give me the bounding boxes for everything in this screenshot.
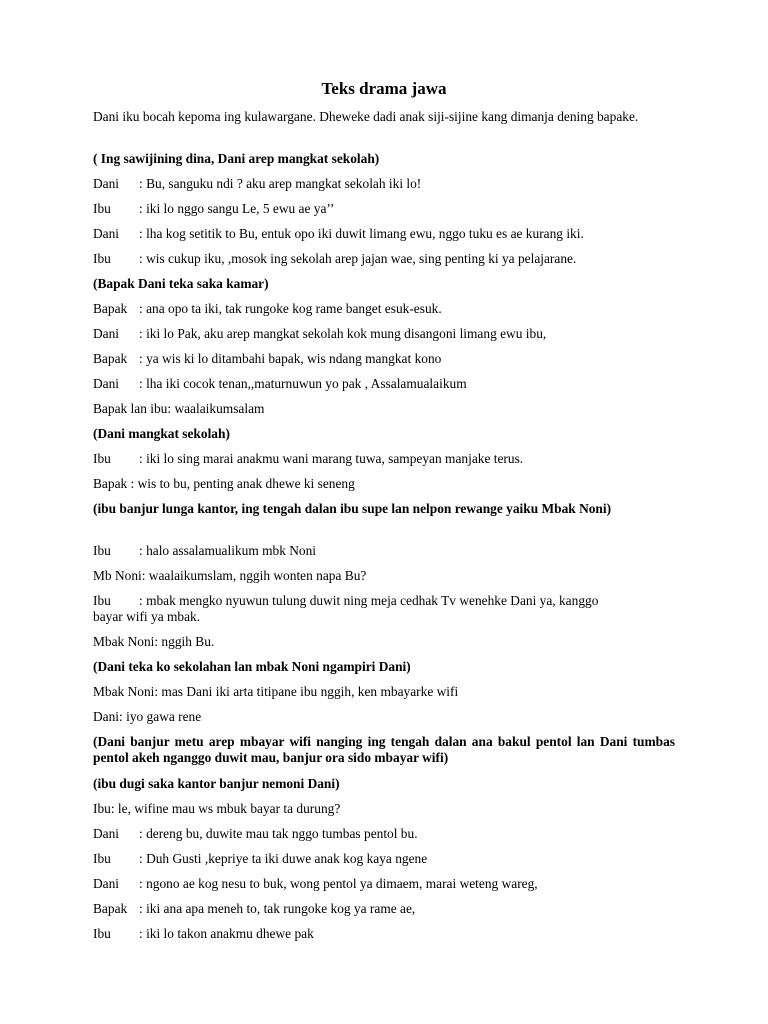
speaker-name: Ibu: [93, 451, 111, 466]
dialogue-line: [93, 301, 675, 317]
speaker-name: Dani: [93, 876, 120, 891]
dialogue-line: Ibu: le, wifine mau ws mbuk bayar ta durung?: [93, 801, 341, 816]
document-title: Teks drama jawa: [321, 79, 447, 98]
dialogue-line: [93, 201, 675, 217]
speaker-name: Ibu: [93, 926, 111, 941]
dialogue-text: : lha kog setitik to Bu, entuk opo iki duwit limang ewu, nggo tuku es ae kurang iki.: [139, 226, 584, 241]
dialogue-text: : ngono ae kog nesu to buk, wong pentol ya dimaem, marai weteng wareg,: [139, 876, 538, 891]
dialogue-line: Mbak Noni: nggih Bu.: [93, 634, 215, 649]
dialogue-text: : iki lo Pak, aku arep mangkat sekolah kok mung disangoni limang ewu ibu,: [139, 326, 547, 341]
speaker-name: Dani: [93, 326, 120, 341]
dialogue-line: Mbak Noni: mas Dani iki arta titipane ibu nggih, ken mbayarke wifi: [93, 684, 459, 699]
dialogue-text: : wis cukup iku, ,mosok ing sekolah arep jajan wae, sing penting ki ya pelajarane.: [139, 251, 577, 266]
dialogue-line: [93, 543, 675, 559]
dialogue-text: : lha iki cocok tenan,,maturnuwun yo pak , Assalamualaikum: [139, 376, 467, 391]
stage-direction: (Dani mangkat sekolah): [93, 426, 230, 441]
dialogue-line: [93, 876, 675, 892]
stage-direction: ( Ing sawijining dina, Dani arep mangkat sekolah): [93, 151, 380, 166]
stage-direction: (ibu banjur lunga kantor, ing tengah dalan ibu supe lan nelpon rewange yaiku Mbak Noni): [93, 501, 612, 516]
intro-paragraph: Dani iku bocah kepoma ing kulawargane. Dheweke dadi anak siji-sijine kang dimanja dening bapake.: [93, 109, 639, 124]
dialogue-continuation: bayar wifi ya mbak.: [93, 609, 201, 624]
speaker-name: Dani: [93, 826, 120, 841]
dialogue-line: [93, 376, 675, 392]
dialogue-line: Bapak lan ibu: waalaikumsalam: [93, 401, 265, 416]
speaker-name: Dani: [93, 176, 120, 191]
dialogue-line: [93, 176, 675, 192]
dialogue-line: [93, 451, 675, 467]
dialogue-text: : iki ana apa meneh to, tak rungoke kog ya rame ae,: [139, 901, 416, 916]
dialogue-text: : iki lo sing marai anakmu wani marang tuwa, sampeyan manjake terus.: [139, 451, 524, 466]
speaker-name: Bapak: [93, 901, 128, 916]
speaker-name: Ibu: [93, 201, 111, 216]
speaker-name: Ibu: [93, 543, 111, 558]
dialogue-line: [93, 851, 675, 867]
dialogue-line: Bapak : wis to bu, penting anak dhewe ki seneng: [93, 476, 355, 491]
speaker-name: Dani: [93, 376, 120, 391]
dialogue-line: [93, 901, 675, 917]
speaker-name: Ibu: [93, 593, 111, 608]
dialogue-text: : iki lo nggo sangu Le, 5 ewu ae ya’’: [139, 201, 335, 216]
stage-direction: (Bapak Dani teka saka kamar): [93, 276, 269, 291]
dialogue-text: : iki lo takon anakmu dhewe pak: [139, 926, 314, 941]
dialogue-text: : mbak mengko nyuwun tulung duwit ning meja cedhak Tv wenehke Dani ya, kanggo: [139, 593, 599, 608]
dialogue-line: [93, 226, 675, 242]
dialogue-line: [93, 351, 675, 367]
speaker-name: Bapak: [93, 301, 128, 316]
dialogue-text: : halo assalamualikum mbk Noni: [139, 543, 317, 558]
dialogue-text: : dereng bu, duwite mau tak nggo tumbas pentol bu.: [139, 826, 418, 841]
dialogue-line: [93, 826, 675, 842]
speaker-name: Dani: [93, 226, 120, 241]
dialogue-text: : Duh Gusti ,kepriye ta iki duwe anak kog kaya ngene: [139, 851, 428, 866]
speaker-name: Ibu: [93, 251, 111, 266]
dialogue-line: Mb Noni: waalaikumslam, nggih wonten napa Bu?: [93, 568, 367, 583]
dialogue-line: [93, 593, 675, 609]
speaker-name: Bapak: [93, 351, 128, 366]
dialogue-line: [93, 926, 675, 942]
stage-direction: (Dani teka ko sekolahan lan mbak Noni ngampiri Dani): [93, 659, 411, 674]
dialogue-text: : ya wis ki lo ditambahi bapak, wis ndang mangkat kono: [139, 351, 442, 366]
stage-direction: (ibu dugi saka kantor banjur nemoni Dani): [93, 776, 340, 791]
dialogue-line: Dani: iyo gawa rene: [93, 709, 202, 724]
dialogue-text: : ana opo ta iki, tak rungoke kog rame banget esuk-esuk.: [139, 301, 442, 316]
dialogue-line: [93, 326, 675, 342]
stage-direction: (Dani banjur metu arep mbayar wifi nanging ing tengah dalan ana bakul pentol lan Dani tumbas pentol akeh nganggo duwit mau, banjur ora sido mbayar wifi): [93, 734, 675, 765]
dialogue-text: : Bu, sanguku ndi ? aku arep mangkat sekolah iki lo!: [139, 176, 422, 191]
speaker-name: Ibu: [93, 851, 111, 866]
dialogue-line: [93, 251, 675, 267]
